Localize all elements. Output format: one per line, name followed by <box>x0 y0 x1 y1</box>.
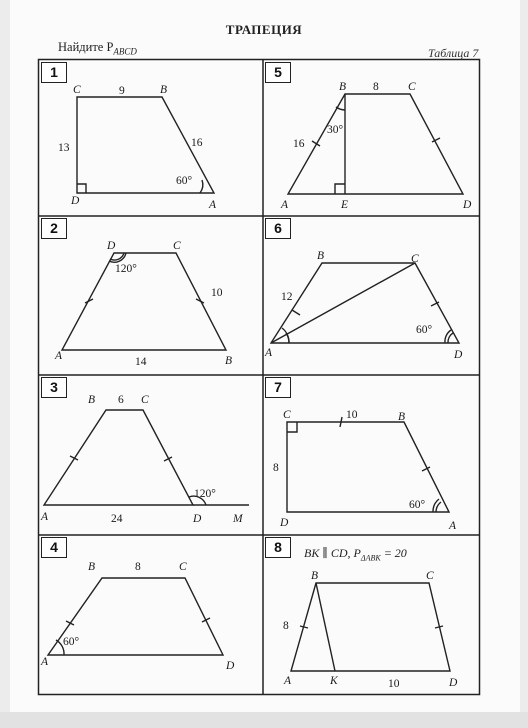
condition-value: = 20 <box>380 546 407 560</box>
problem-4 <box>39 535 263 694</box>
problem-5 <box>263 60 479 216</box>
side-ab-length: 16 <box>191 137 203 149</box>
task-subscript: ABCD <box>113 46 137 57</box>
vertex-A: A <box>281 199 289 211</box>
angle-d-label: 120° <box>115 263 137 275</box>
problem-number: 8 <box>265 537 291 558</box>
problem-1 <box>39 60 263 216</box>
problem-8-condition <box>304 546 407 562</box>
side-bc-length: 8 <box>135 561 141 573</box>
side-bc-length: 6 <box>118 394 124 406</box>
vertex-C: C <box>283 409 291 421</box>
angle-a-label: 60° <box>409 499 426 511</box>
vertex-D: D <box>280 517 289 529</box>
vertex-D: D <box>193 513 202 525</box>
vertex-D: D <box>463 199 472 211</box>
vertex-D: D <box>107 240 116 252</box>
condition-text: BK ∥ CD, P <box>304 546 361 560</box>
problem-number: 3 <box>41 377 67 398</box>
vertex-B: B <box>160 84 168 96</box>
angle-a-label: 60° <box>63 636 80 648</box>
side-ad-length: 24 <box>111 513 123 525</box>
problem-6 <box>263 216 479 375</box>
vertex-D: D <box>226 660 235 672</box>
problem-3 <box>39 375 263 535</box>
vertex-B: B <box>398 411 406 423</box>
vertex-A: A <box>41 656 49 668</box>
vertex-D: D <box>71 195 80 207</box>
vertex-C: C <box>426 570 434 582</box>
problem-number: 6 <box>265 218 291 239</box>
problem-number: 7 <box>265 377 291 398</box>
vertex-A: A <box>209 199 217 211</box>
problem-7 <box>263 375 479 535</box>
vertex-B: B <box>225 355 233 367</box>
vertex-B: B <box>88 394 96 406</box>
vertex-A: A <box>449 520 457 532</box>
vertex-A: A <box>284 675 292 687</box>
vertex-C: C <box>73 84 81 96</box>
table-reference: Таблица 7 <box>428 46 479 60</box>
vertex-C: C <box>179 561 187 573</box>
trapezoid-figure-5 <box>263 60 479 216</box>
vertex-B: B <box>317 250 325 262</box>
vertex-A: A <box>55 350 63 362</box>
vertex-E: E <box>341 199 349 211</box>
problem-8 <box>263 535 479 694</box>
vertex-C: C <box>173 240 181 252</box>
page-title: ТРАПЕЦИЯ <box>225 22 303 37</box>
side-cb-length: 9 <box>119 85 125 97</box>
side-ab-length: 16 <box>293 138 305 150</box>
angle-a-label: 60° <box>176 175 193 187</box>
problem-number: 4 <box>41 537 67 558</box>
trapezoid-figure-1 <box>39 60 263 216</box>
vertex-M: M <box>233 513 243 525</box>
side-ab-length: 14 <box>135 356 147 368</box>
vertex-C: C <box>408 81 416 93</box>
condition-subscript: ΔABK <box>360 553 381 563</box>
trapezoid-figure-6 <box>263 216 479 375</box>
side-bc-length: 8 <box>373 81 379 93</box>
side-ab-length: 12 <box>281 291 293 303</box>
side-kd-length: 10 <box>388 678 400 690</box>
problem-number: 5 <box>265 62 291 83</box>
trapezoid-figure-3 <box>39 375 263 535</box>
angle-d-label: 60° <box>416 324 433 336</box>
trapezoid-figure-2 <box>39 216 263 375</box>
trapezoid-figure-7 <box>263 375 479 535</box>
vertex-D: D <box>449 677 458 689</box>
angle-b-label: 30° <box>327 124 344 136</box>
side-ab-length: 8 <box>283 620 289 632</box>
vertex-A: A <box>41 511 49 523</box>
vertex-B: B <box>311 570 319 582</box>
angle-cdm-label: 120° <box>194 488 216 500</box>
side-cb-length: 10 <box>346 409 358 421</box>
trapezoid-figure-4 <box>39 535 263 694</box>
vertex-B: B <box>339 81 347 93</box>
problem-number: 2 <box>41 218 67 239</box>
problem-number: 1 <box>41 62 67 83</box>
side-cd-length: 8 <box>273 462 279 474</box>
problem-2 <box>39 216 263 375</box>
vertex-C: C <box>411 253 419 265</box>
side-cd-length: 13 <box>58 142 70 154</box>
vertex-B: B <box>88 561 96 573</box>
vertex-D: D <box>454 349 463 361</box>
vertex-K: K <box>330 675 338 687</box>
task-text: Найдите P <box>58 40 114 54</box>
vertex-C: C <box>141 394 149 406</box>
side-cb-length: 10 <box>211 287 223 299</box>
vertex-A: A <box>265 347 273 359</box>
